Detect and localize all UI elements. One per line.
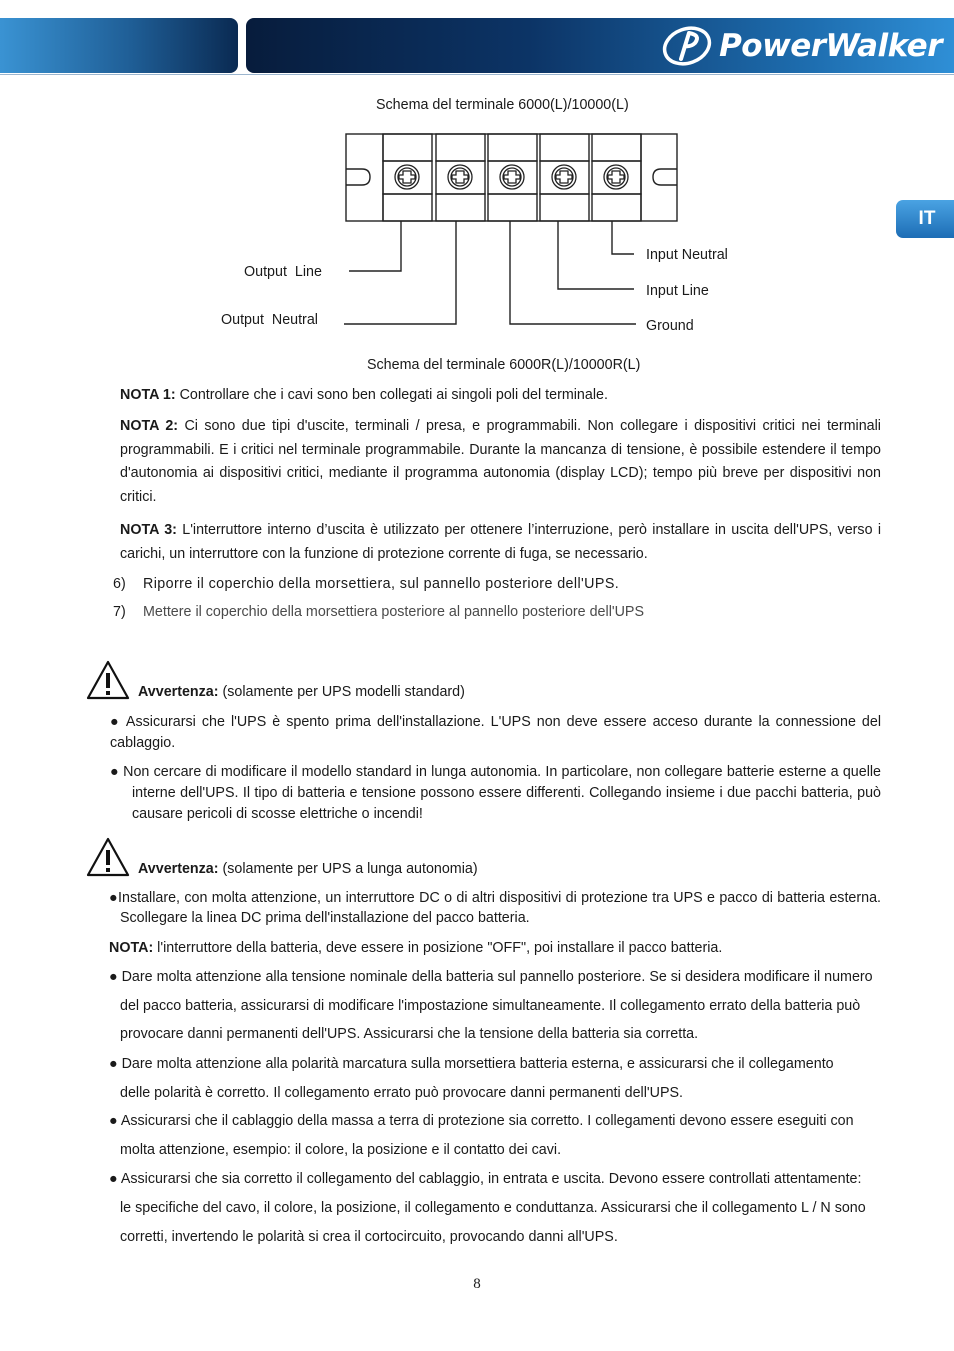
label-input-line: Input Line — [646, 283, 709, 299]
note-1 — [120, 384, 881, 408]
leader-input-neutral — [612, 221, 634, 254]
label-output-line: Output Line — [244, 264, 322, 280]
leader-input-line — [558, 221, 634, 289]
warning-2-nota — [109, 938, 722, 958]
brand-name: PowerWalker — [719, 28, 942, 64]
note-2 — [120, 415, 881, 509]
label-input-neutral: Input Neutral — [646, 247, 728, 263]
diagram-caption-top: Schema del terminale 6000(L)/10000(L) — [376, 97, 629, 113]
warning-2-nota-label: NOTA: — [109, 940, 154, 956]
diagram-caption-bottom: Schema del terminale 6000R(L)/10000R(L) — [367, 357, 641, 373]
step-6-text: Riporre il coperchio della morsettiera, sul pannello posteriore dell'UPS. — [143, 576, 620, 592]
warning-1-label: Avvertenza: — [138, 684, 219, 700]
warning-1-bullet-1: ● Assicurarsi che l'UPS è spento prima dell'installazione. L'UPS non deve essere acceso durante la connessione del cablaggio. — [110, 714, 881, 751]
screw-icons — [395, 165, 628, 189]
warning-icon — [86, 660, 130, 700]
label-output-neutral: Output Neutral — [221, 312, 318, 328]
note-3 — [120, 519, 881, 566]
label-ground: Ground — [646, 318, 694, 334]
note-3-text: L'interruttore interno d’uscita è utilizzato per ottenere l’interruzione, però installare in uscita dell'UPS, verso i carichi, un interruttore con la funzione di protezione corrente di fuga, se necessario. — [120, 522, 881, 562]
step-6-number: 6) — [113, 576, 126, 592]
note-2-label: NOTA 2: — [120, 418, 179, 434]
note-3-label: NOTA 3: — [120, 522, 177, 538]
warning-2-heading — [138, 859, 478, 879]
warning-icon — [86, 837, 130, 877]
warning-2-bullet-1: ●Installare, con molta attenzione, un interruttore DC o di altri dispositivi di protezione tra UPS e pacco di batteria esterna. Scollegare la linea DC prima dell'installazione del pacco batteria. — [109, 890, 881, 926]
warning-2-bullet-4: ● Assicurarsi che il cablaggio della massa a terra di protezione sia corretto. I collegamenti devono essere eseguiti con molta attenzione, esempio: il colore, la posizione e il contatto dei cavi. — [109, 1113, 854, 1158]
leader-output-line — [349, 221, 401, 271]
terminal-diagram — [0, 0, 954, 360]
warning-1-heading — [138, 682, 465, 702]
warning-1-text: (solamente per UPS modelli standard) — [218, 684, 465, 700]
leader-output-neutral — [344, 221, 456, 324]
note-1-text: Controllare che i cavi sono ben collegati ai singoli poli del terminale. — [175, 387, 608, 403]
leader-ground — [510, 221, 636, 324]
warning-2-label: Avvertenza: — [138, 861, 219, 877]
warning-2-bullet-3: ● Dare molta attenzione alla polarità marcatura sulla morsettiera batteria esterna, e assicurarsi che il collegamento delle polarità è corretto. Il collegamento errato può provocare danni permanenti dell'UPS. — [109, 1056, 834, 1101]
warning-2-text: (solamente per UPS a lunga autonomia) — [218, 861, 478, 877]
note-1-label: NOTA 1: — [120, 387, 176, 403]
warning-1-bullet-2: ● Non cercare di modificare il modello standard in lunga autonomia. In particolare, non collegare batterie esterne a quelle interne dell'UPS. Il tipo di batteria e tensione possono essere differenti. Collegando insieme i due pacchi batteria, può causare pericoli di scosse elettriche o incendi! — [110, 764, 881, 822]
language-tab[interactable]: IT — [896, 200, 954, 238]
warning-2-bullet-5: ● Assicurarsi che sia corretto il collegamento del cablaggio, in entrata e uscita. Devono essere controllati attentamente: le specifiche del cavo, il colore, la posizione, il collegamento e conduttanza. Assicurarsi che il collegamento L / N sono corretti, invertendo le polarità si crea il cortocircuito, provocando danni all'UPS. — [109, 1171, 866, 1245]
warning-2-bullet-2: ● Dare molta attenzione alla tensione nominale della batteria sul pannello posteriore. Se si desidera modificare il numero del pacco batteria, assicurarsi di modificare l'impostazione simultaneamente. Il collegamento errato della batteria può provocare danni permanenti dell'UPS. Assicurarsi che la tensione della batteria sia corretta. — [109, 969, 873, 1042]
step-7-number: 7) — [113, 604, 126, 620]
note-2-text: Ci sono due tipi d'uscite, terminali / presa, e programmabili. Non collegare i dispositivi critici nei terminali programmabili. E i critici nel terminale programmabile. Durante la mancanza di tensione, è possibile estendere il tempo d'autonomia ai dispositivi critici, mediante il programma autonomia (display LCD); tempo più breve per dispositivi non critici. — [120, 418, 881, 505]
terminal-cells — [383, 134, 641, 221]
page-number: 8 — [473, 1276, 481, 1292]
step-7-text: Mettere il coperchio della morsettiera posteriore al pannello posteriore dell'UPS — [143, 604, 644, 620]
warning-2-nota-text: l'interruttore della batteria, deve essere in posizione "OFF", poi installare il pacco batteria. — [153, 940, 723, 956]
